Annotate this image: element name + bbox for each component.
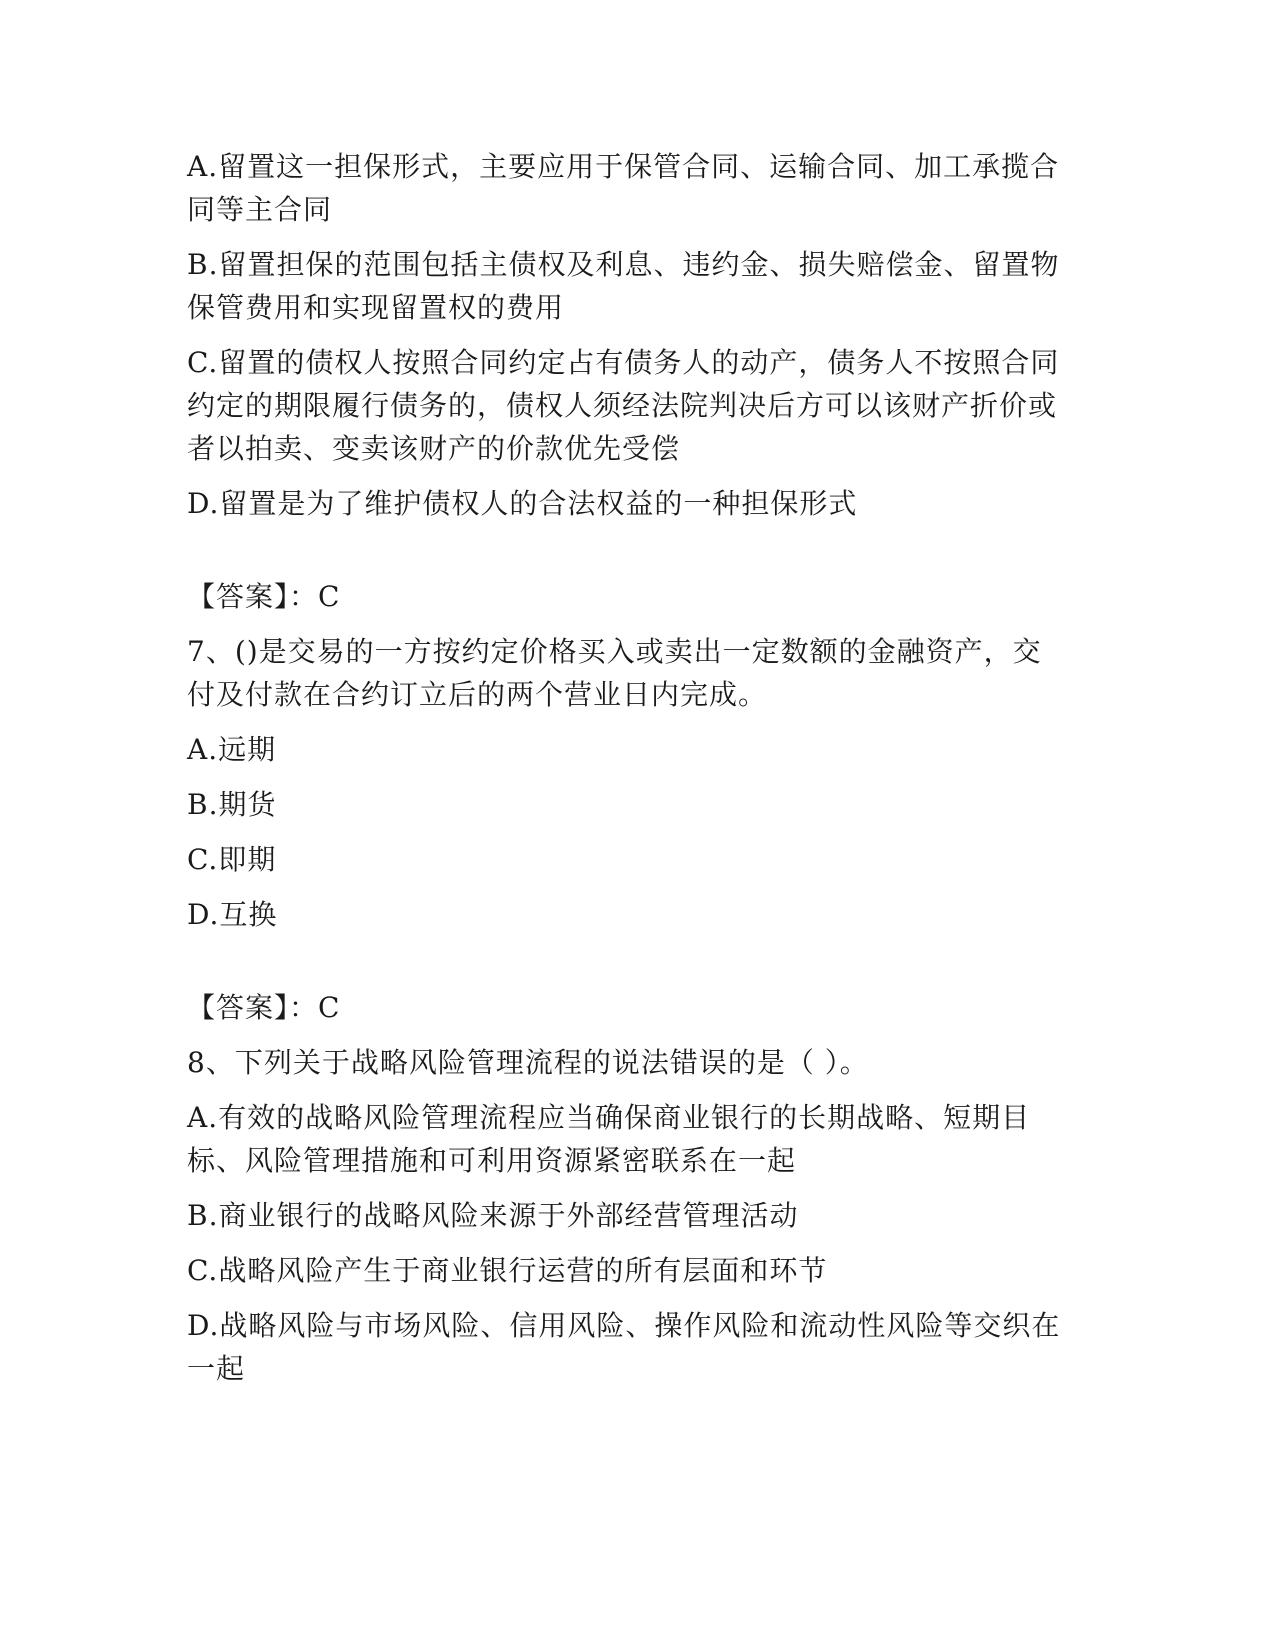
q7-stem: 7、()是交易的一方按约定价格买入或卖出一定数额的金融资产，交付及付款在合约订立后的两个营业日内完成。 <box>187 635 1042 711</box>
q7-answer: 【答案】：C <box>187 991 341 1024</box>
q8-stem: 8、下列关于战略风险管理流程的说法错误的是（ ）。 <box>187 1046 869 1079</box>
q7-option-a: A.远期 <box>187 733 277 766</box>
q6-answer: 【答案】：C <box>187 580 341 613</box>
q8-option-d: D.战略风险与市场风险、信用风险、操作风险和流动性风险等交织在一起 <box>187 1309 1061 1385</box>
q6-option-b: B.留置担保的范围包括主债权及利息、违约金、损失赔偿金、留置物保管费用和实现留置权的费用 <box>187 248 1060 324</box>
q8-option-c: C.战略风险产生于商业银行运营的所有层面和环节 <box>187 1254 828 1287</box>
q7-option-b: B.期货 <box>187 788 277 821</box>
q6-option-c: C.留置的债权人按照合同约定占有债务人的动产，债务人不按照合同约定的期限履行债务的，债权人须经法院判决后方可以该财产折价或者以拍卖、变卖该财产的价款优先受偿 <box>187 346 1060 465</box>
q7-option-c: C.即期 <box>187 843 277 876</box>
q7-option-d: D.互换 <box>187 898 278 931</box>
q8-option-b: B.商业银行的战略风险来源于外部经营管理活动 <box>187 1199 799 1232</box>
document-content <box>187 145 1067 1402</box>
q6-option-a: A.留置这一担保形式，主要应用于保管合同、运输合同、加工承揽合同等主合同 <box>187 150 1060 226</box>
q6-option-d: D.留置是为了维护债权人的合法权益的一种担保形式 <box>187 487 858 520</box>
q8-option-a: A.有效的战略风险管理流程应当确保商业银行的长期战略、短期目标、风险管理措施和可利用资源紧密联系在一起 <box>187 1101 1031 1177</box>
